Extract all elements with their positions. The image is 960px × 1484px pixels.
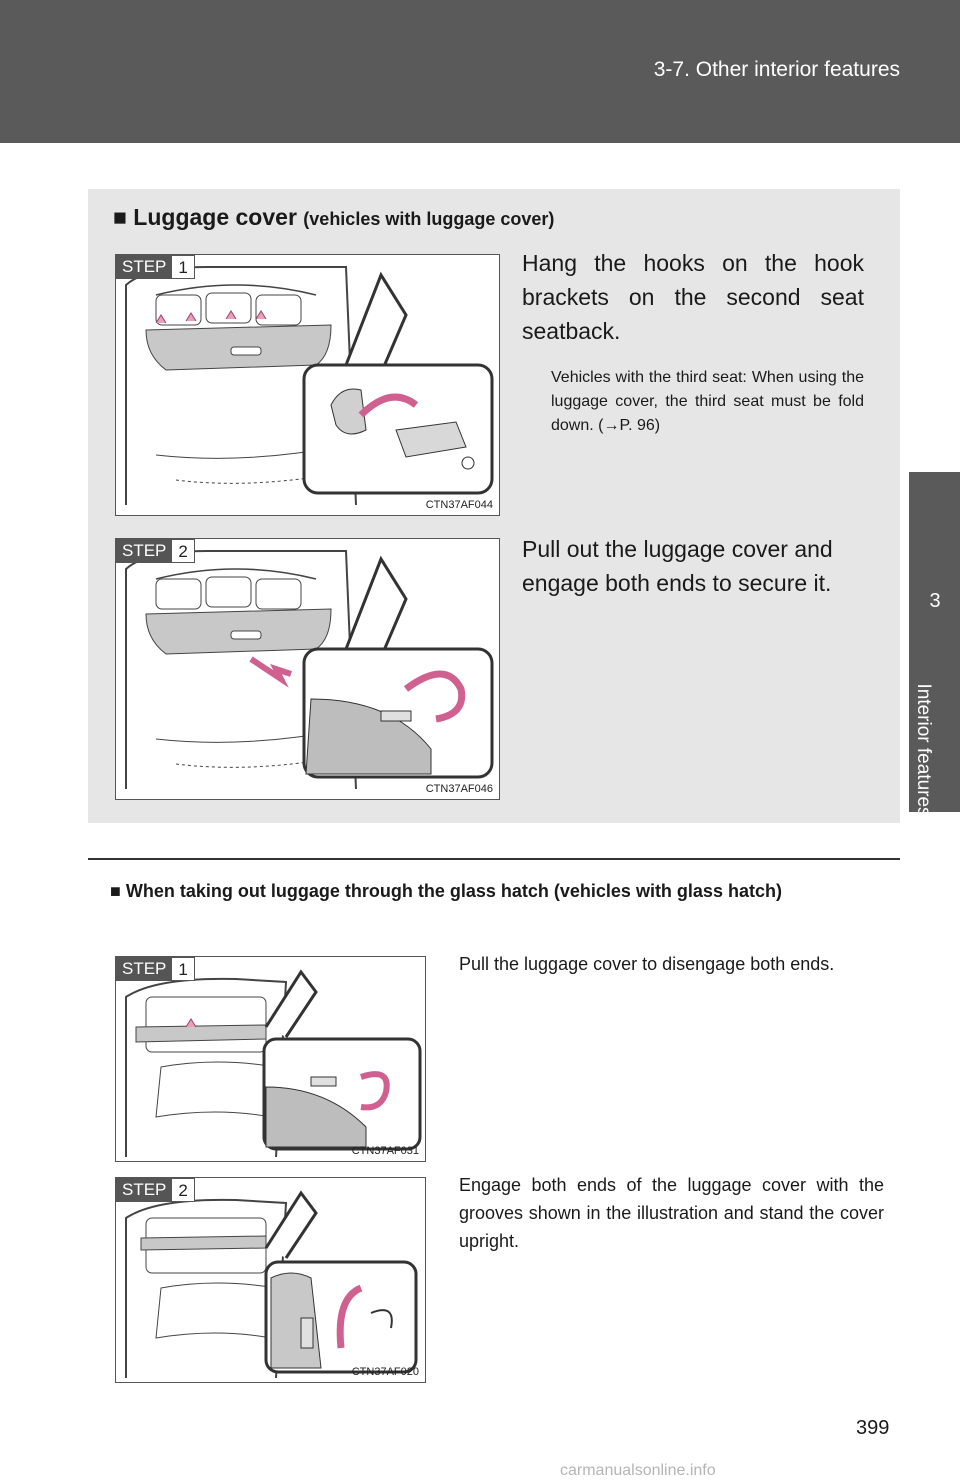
step1-note: Vehicles with the third seat: When using the luggage cover, the third seat must be fold down. (→P. 96): [551, 369, 864, 434]
step-badge: STEP 2: [116, 1178, 195, 1202]
chapter-label: Interior features: [913, 683, 934, 817]
figure-step1-hook: [115, 254, 500, 516]
section-title: 3-7. Other interior features: [653, 58, 900, 81]
cargo-illustration-2: [116, 539, 499, 799]
title-main: Luggage cover: [133, 204, 297, 230]
heading-bullet: ■: [110, 881, 121, 901]
panel-title: [113, 204, 554, 231]
figure-hatch-step1: [115, 956, 426, 1162]
step1-instruction: Hang the hooks on the hook brackets on the second seat seatback.: [522, 250, 864, 344]
glass-hatch-heading: [110, 878, 892, 904]
figure-step2-engage: [115, 538, 500, 800]
hatch-step1-instruction: Pull the luggage cover to disengage both ends.: [459, 954, 835, 974]
hatch-illustration-1: [116, 957, 425, 1161]
hatch-illustration-2: [116, 1178, 425, 1382]
figure-hatch-step2: [115, 1177, 426, 1383]
heading-text: When taking out luggage through the glass hatch (vehicles with glass hatch): [125, 881, 782, 901]
title-qualifier: (vehicles with luggage cover): [303, 209, 555, 229]
chapter-number: 3: [929, 590, 941, 612]
page-number: 399: [856, 1417, 890, 1439]
figure-code: CTN37AF046: [425, 783, 493, 795]
figure-code: CTN37AF020: [351, 1366, 419, 1378]
title-bullet: ■: [113, 204, 127, 230]
figure-code: CTN37AF044: [425, 499, 493, 511]
figure-code: CTN37AF031: [351, 1145, 419, 1157]
step-badge: STEP 1: [116, 255, 195, 279]
hatch-step2-instruction: Engage both ends of the luggage cover with the grooves shown in the illustration and stand the cover upright.: [459, 1175, 884, 1251]
watermark: carmanualsonline.info: [560, 1462, 716, 1479]
section-divider: [88, 858, 900, 860]
step-badge: STEP 1: [116, 957, 195, 981]
page-header: [0, 0, 960, 143]
step2-instruction: Pull out the luggage cover and engage both ends to secure it.: [522, 536, 833, 596]
step-badge: STEP 2: [116, 539, 195, 563]
cargo-illustration-1: [116, 255, 499, 515]
